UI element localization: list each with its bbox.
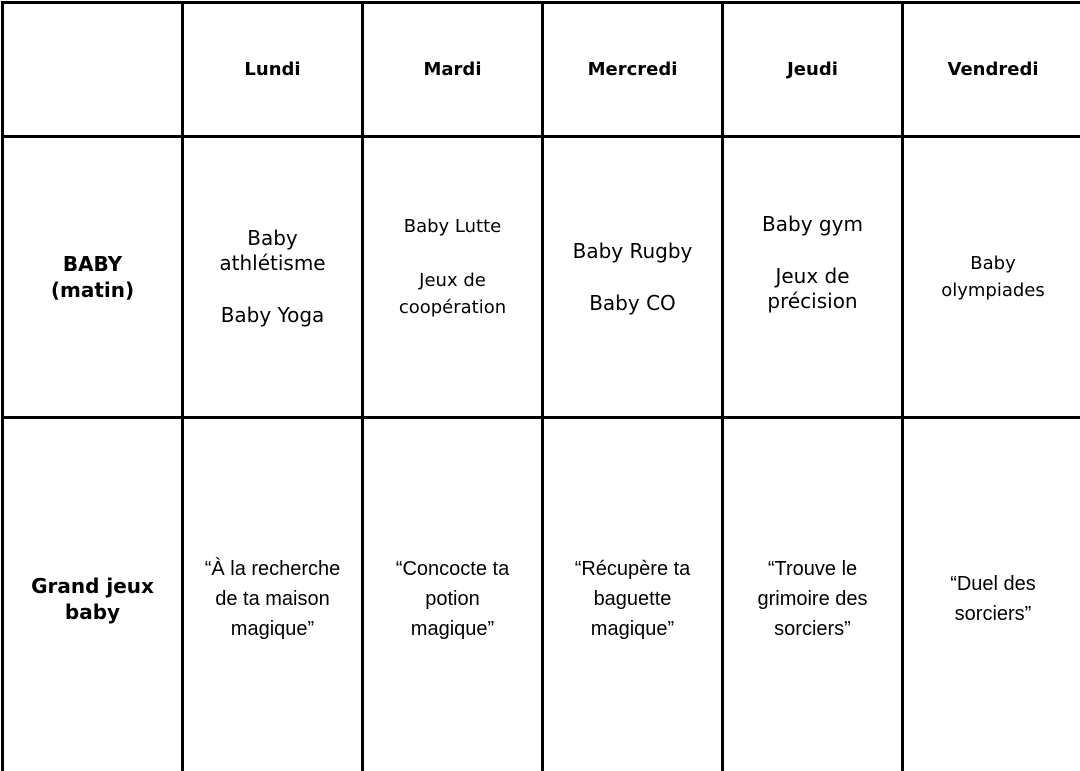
day-label: Lundi (244, 59, 301, 80)
row-label-line: (matin) (50, 278, 135, 302)
activity-text (372, 213, 533, 321)
activity-line: Jeux de (775, 264, 850, 288)
activity-cell-mercredi (543, 137, 723, 418)
activity-cell-mardi (363, 137, 543, 418)
activity-cell-lundi (183, 137, 363, 418)
game-line: sorciers” (954, 603, 1032, 625)
header-row (3, 3, 1080, 137)
activity-line: Baby (247, 226, 298, 250)
game-line: magique” (410, 618, 495, 640)
header-cell-vendredi (903, 3, 1080, 137)
header-cell-mercredi (543, 3, 723, 137)
row-label (31, 573, 154, 625)
activity-line: Baby CO (589, 290, 676, 315)
row-header-baby (3, 137, 183, 418)
activity-line: Jeux de (419, 270, 486, 291)
activity-line: olympiades (941, 280, 1045, 301)
activity-cell-vendredi (903, 137, 1080, 418)
game-text (192, 554, 353, 644)
corner-cell (3, 3, 183, 137)
activity-line: athlétisme (219, 251, 326, 275)
game-line: sorciers” (774, 618, 851, 640)
activity-line: Baby Lutte (403, 216, 502, 237)
game-cell-mardi (363, 418, 543, 771)
game-text (912, 569, 1074, 629)
schedule-table (1, 1, 1080, 771)
game-text (552, 554, 713, 644)
game-line: de ta maison (215, 588, 330, 610)
header-cell-jeudi (723, 3, 903, 137)
header-cell-lundi (183, 3, 363, 137)
row-label-line: baby (64, 600, 121, 624)
game-line: magique” (590, 618, 675, 640)
activity-text (552, 239, 713, 316)
activity-cell-jeudi (723, 137, 903, 418)
grand-jeux-row (3, 418, 1080, 771)
activity-line: coopération (398, 297, 507, 318)
game-cell-lundi (183, 418, 363, 771)
game-text (372, 554, 533, 644)
game-cell-jeudi (723, 418, 903, 771)
game-line: baguette (593, 588, 672, 610)
row-label-line: Grand jeux (31, 574, 154, 598)
activity-line: précision (767, 289, 858, 313)
header-cell-mardi (363, 3, 543, 137)
game-cell-vendredi (903, 418, 1080, 771)
activity-text (732, 212, 893, 314)
row-label (51, 251, 134, 303)
game-text (732, 554, 893, 644)
game-line: “Trouve le (767, 558, 858, 580)
activity-line: Baby gym (762, 212, 863, 236)
activity-text (912, 250, 1074, 304)
game-line: “Récupère ta (574, 558, 691, 580)
game-line: potion (425, 588, 480, 610)
baby-row (3, 137, 1080, 418)
game-line: “Concocte ta (395, 558, 510, 580)
activity-line: Baby Rugby (572, 238, 693, 263)
game-line: magique” (230, 618, 315, 640)
game-line: “Duel des (950, 573, 1036, 595)
day-label: Mercredi (587, 59, 678, 80)
day-label: Jeudi (787, 59, 838, 80)
day-label: Vendredi (947, 59, 1039, 80)
activity-text (192, 226, 353, 328)
game-cell-mercredi (543, 418, 723, 771)
activity-line: Baby (970, 253, 1016, 274)
activity-line: Baby Yoga (220, 303, 325, 327)
game-line: grimoire des (757, 588, 868, 610)
row-label-line: BABY (62, 252, 123, 276)
game-line: “À la recherche (204, 558, 341, 580)
day-label: Mardi (423, 59, 482, 80)
row-header-grand-jeux (3, 418, 183, 771)
